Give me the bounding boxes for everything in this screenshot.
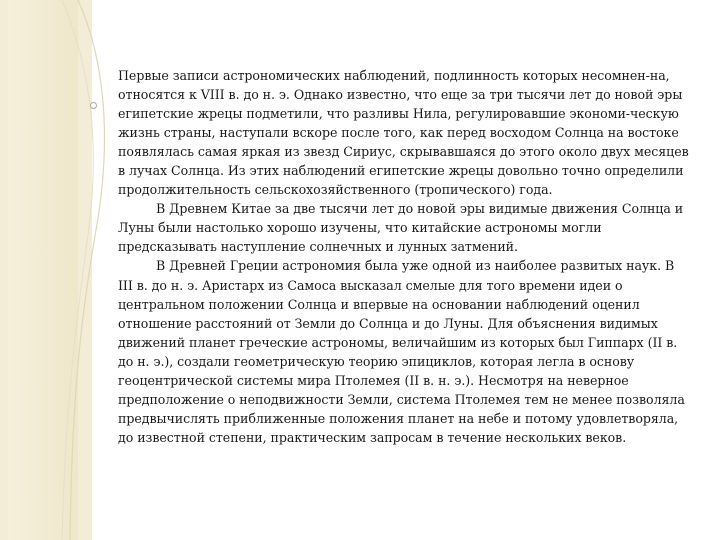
body-text bbox=[118, 66, 692, 447]
paragraph-2: В Древнем Китае за две тысячи лет до новой эры видимые движения Солнца и Луны были настолько хорошо изучены, что китайские астрономы могли предсказывать наступление солнечных и лунных затмений. bbox=[118, 201, 684, 255]
left-decor-band-inner bbox=[8, 0, 78, 540]
bullet-circle-icon bbox=[90, 102, 97, 109]
paragraph-3: В Древней Греции астрономия была уже одной из наиболее развитых наук. В III в. до н. э. Аристарх из Самоса высказал смелые для того времени идеи о центральном положении Солнца и впервые на основании наблюдений оценил отношение расстояний от Земли до Солнца и до Луны. Для объяснения видимых движений планет греческие астрономы, величайшим из которых был Гиппарх (II в. до н. э.), создали геометрическую теорию эпициклов, которая легла в основу геоцентрической системы мира Птолемея (II в. н. э.). Несмотря на неверное предположение о неподвижности Земли, система Птолемея тем не менее позволяла предвычислять приближенные положения планет на небе и потому удовлетворяла, до известной степени, практическим запросам в течение нескольких веков. bbox=[118, 258, 685, 445]
left-decor-band bbox=[0, 0, 92, 540]
paragraph-1: Первые записи астрономических наблюдений, подлинность которых несомнен-на, относятся к VIII в. до н. э. Однако известно, что еще за три тысячи лет до новой эры египетские жрецы подметили, что разливы Нила, регулировавшие экономи-ческую жизнь страны, наступали вскоре после того, как перед восходом Солнца на востоке появлялась самая яркая из звезд Сириус, скрывавшаяся до этого около двух месяцев в лучах Солнца. Из этих наблюдений египетские жрецы довольно точно определили продолжительность сельскохозяйственного (тропического) года. bbox=[118, 68, 689, 198]
